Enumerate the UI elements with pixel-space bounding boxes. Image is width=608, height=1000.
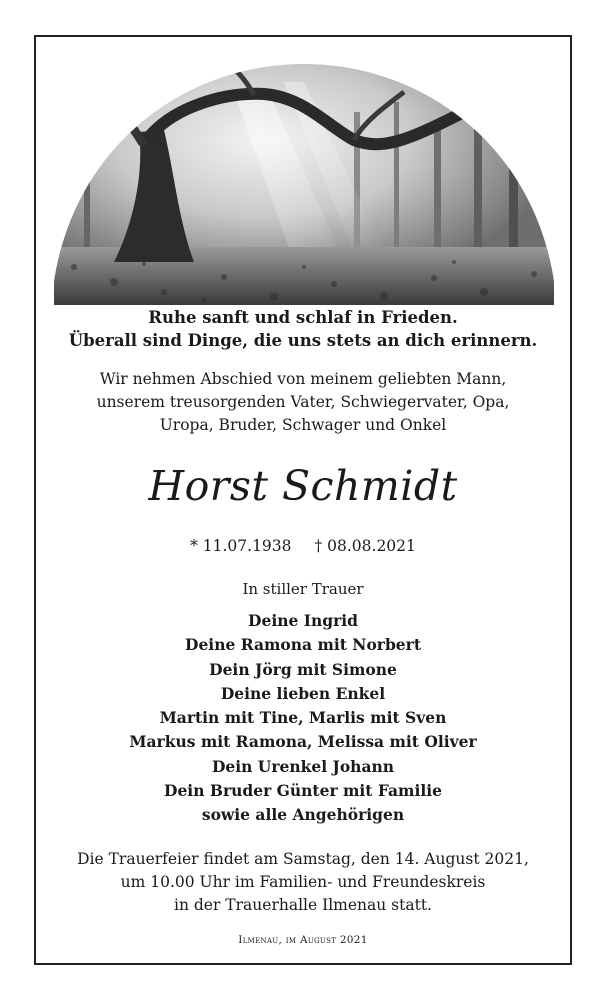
intro-line-3: Uropa, Bruder, Schwager und Onkel [159,416,447,434]
mourner-line: Dein Jörg mit Simone [209,659,397,679]
verse [36,306,570,352]
mourner-line: Deine Ramona mit Norbert [185,635,421,655]
mourner-line: Deine lieben Enkel [220,683,386,703]
mourner-line: sowie alle Angehörigen [201,805,405,825]
funeral-line-2: um 10.00 Uhr im Familien- und Freundeskreis [120,873,486,891]
announcement-intro [36,368,570,437]
mourner-line: Martin mit Tine, Marlis mit Sven [159,708,447,728]
verse-line-2: Überall sind Dinge, die uns stets an dich erinnern. [68,331,538,350]
intro-line-1: Wir nehmen Abschied von meinem geliebten Mann, [99,370,507,388]
mourner-line: Markus mit Ramona, Melissa mit Oliver [129,732,477,752]
mourner-line: Deine Ingrid [248,611,358,630]
deceased-name: Horst Schmidt [148,462,458,510]
tree-photo [54,52,554,305]
funeral-line-1: Die Trauerfeier findet am Samstag, den 14. August 2021, [77,850,529,868]
intro-line-2: unserem treusorgenden Vater, Schwiegervater, Opa, [96,393,510,411]
place-and-date: Ilmenau, im August 2021 [238,934,368,946]
funeral-details [36,848,570,917]
mourner-line: Dein Bruder Günter mit Familie [164,781,442,801]
death-date: † 08.08.2021 [314,537,416,555]
funeral-line-3: in der Trauerhalle Ilmenau statt. [174,896,432,914]
mourning-label: In stiller Trauer [242,580,364,598]
birth-date: * 11.07.1938 [190,537,292,555]
verse-line-1: Ruhe sanft und schlaf in Frieden. [148,308,458,327]
life-dates [36,536,570,556]
obituary-frame [34,35,572,965]
mourner-line: Dein Urenkel Johann [211,756,395,776]
mourners-list [36,609,570,828]
